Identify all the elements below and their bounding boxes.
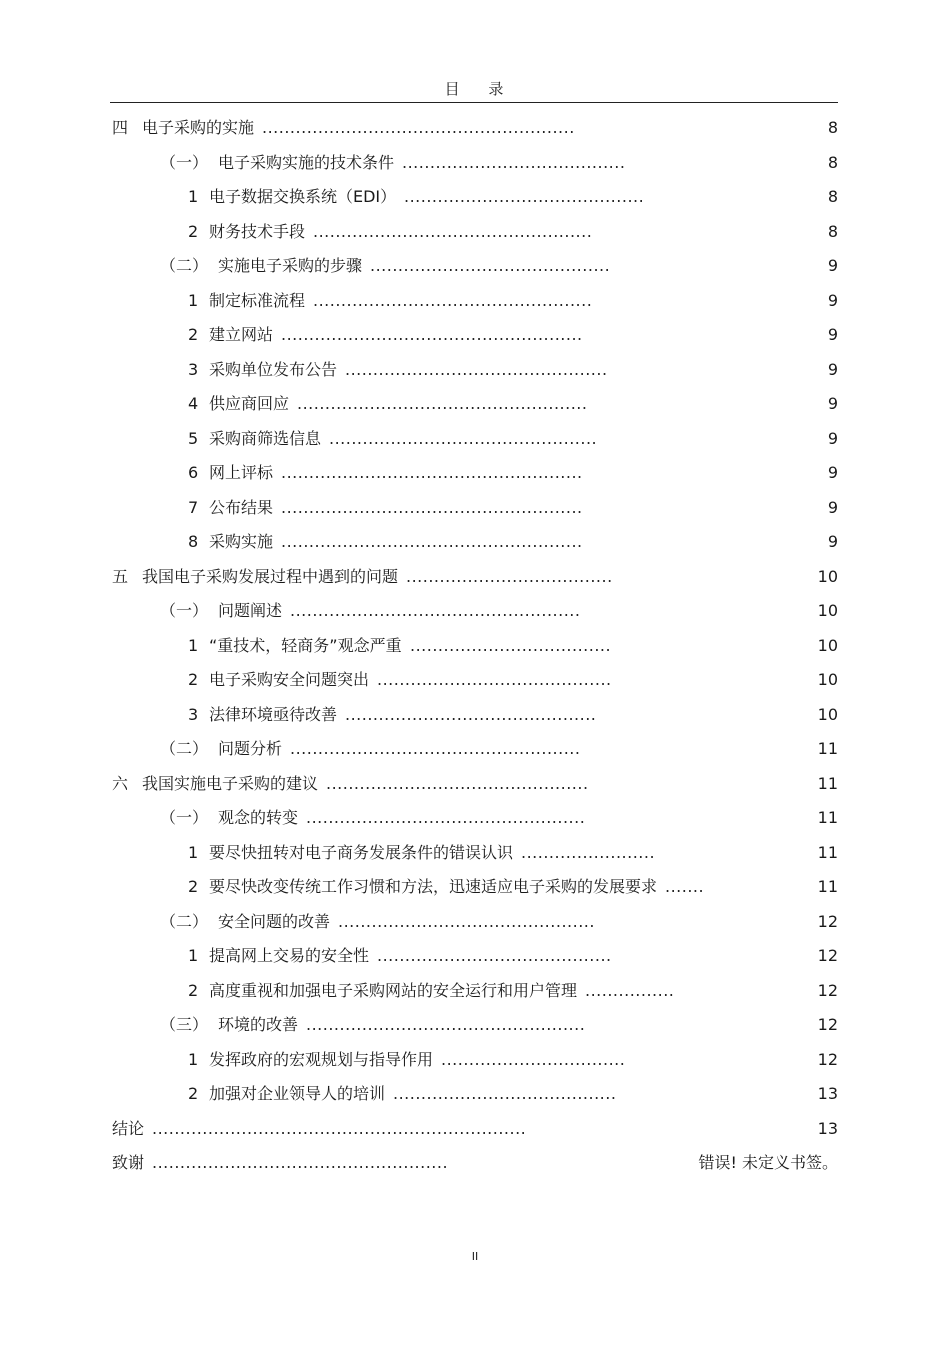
toc-entry-leader: ....................................................	[290, 601, 581, 620]
toc-entry-leader: ...............................................	[345, 359, 608, 379]
toc-entry-page: 12	[817, 911, 838, 931]
toc-entry-page: 10	[817, 704, 838, 724]
toc-entry-number: 2	[188, 325, 199, 344]
toc-entry-label: 法律环境亟待改善	[209, 704, 338, 724]
toc-entry-leader: ................................................	[329, 428, 598, 448]
toc-entry-leader: ........................................	[393, 1084, 617, 1103]
toc-entry[interactable]	[0, 1152, 950, 1174]
toc-entry[interactable]	[0, 290, 950, 312]
toc-entry-label: 实施电子采购的步骤	[218, 256, 363, 275]
toc-entry-leader: ........................................	[402, 152, 626, 172]
toc-entry-page: 11	[817, 739, 838, 758]
toc-entry-page: 9	[827, 463, 838, 482]
toc-entry-label: 电子采购安全问题突出	[209, 670, 370, 689]
toc-entry-page: 10	[817, 635, 838, 655]
toc-entry-number: 7	[188, 497, 199, 517]
toc-entry-page: 8	[827, 221, 838, 241]
toc-entry-number: 六	[112, 773, 129, 793]
toc-entry-label: 安全问题的改善	[218, 911, 331, 931]
toc-entry-number: 四	[112, 118, 129, 137]
toc-entry[interactable]	[0, 359, 950, 381]
toc-entry-label: 高度重视和加强电子采购网站的安全运行和用户管理	[209, 980, 578, 1000]
toc-entry-number: 2	[188, 877, 199, 896]
toc-entry-page: 8	[827, 187, 838, 206]
toc-entry[interactable]	[0, 669, 950, 691]
toc-entry-number: （二）	[160, 911, 209, 931]
toc-entry[interactable]	[0, 497, 950, 519]
toc-entry-page: 9	[827, 359, 838, 379]
toc-entry-leader: ..................................................	[313, 290, 593, 310]
toc-entry-leader: ..............................................	[338, 911, 595, 931]
toc-entry[interactable]	[0, 1118, 950, 1140]
toc-entry[interactable]	[0, 635, 950, 657]
toc-entry-label: 环境的改善	[218, 1015, 299, 1034]
toc-entry-leader: ..................................................	[313, 221, 593, 241]
toc-entry-number: 1	[188, 842, 199, 862]
toc-entry-label: 电子数据交换系统（EDI）	[209, 187, 397, 206]
toc-entry-leader: ...........................................	[370, 256, 611, 275]
toc-entry[interactable]	[0, 600, 950, 622]
toc-entry-page: 错误! 未定义书签。	[698, 1153, 838, 1172]
toc-entry[interactable]	[0, 531, 950, 553]
toc-entry-label: 加强对企业领导人的培训	[209, 1084, 386, 1103]
toc-entry-number: 1	[188, 290, 199, 310]
toc-entry-label: 要尽快扭转对电子商务发展条件的错误认识	[209, 842, 514, 862]
toc-entry-leader: ..........................................	[377, 946, 612, 965]
toc-entry-leader: ....................................................	[290, 739, 581, 758]
toc-entry-number: （一）	[160, 601, 209, 620]
toc-entry-label: 供应商回应	[209, 394, 290, 413]
toc-entry-page: 9	[827, 256, 838, 275]
toc-entry-number: 1	[188, 635, 199, 655]
toc-entry-leader: ..................................................	[306, 1015, 586, 1034]
toc-entry-label: 提高网上交易的安全性	[209, 946, 370, 965]
toc-entry[interactable]	[0, 462, 950, 484]
toc-entry[interactable]	[0, 704, 950, 726]
toc-entry-page: 9	[827, 532, 838, 551]
toc-entry-label: 问题分析	[218, 739, 283, 758]
toc-entry-label: 电子采购的实施	[142, 118, 255, 137]
toc-entry[interactable]	[0, 807, 950, 829]
toc-entry-label: 采购实施	[209, 532, 274, 551]
toc-entry-number: （一）	[160, 152, 209, 172]
page-number: II	[471, 1250, 479, 1263]
toc-entry-leader: ........................	[521, 842, 656, 862]
toc-entry-label: 问题阐述	[218, 601, 283, 620]
toc-entry-number: 1	[188, 946, 199, 965]
toc-entry-page: 8	[827, 118, 838, 137]
toc-entry-page: 9	[827, 290, 838, 310]
toc-entry-leader: .....................................	[406, 566, 613, 586]
toc-entry-number: 五	[112, 566, 129, 586]
toc-entry-label: 发挥政府的宏观规划与指导作用	[209, 1049, 434, 1069]
toc-entry[interactable]	[0, 980, 950, 1002]
toc-entry[interactable]	[0, 186, 950, 208]
toc-entry-leader: ..................................................	[306, 808, 586, 827]
toc-entry[interactable]	[0, 738, 950, 760]
toc-entry[interactable]	[0, 428, 950, 450]
toc-entry-label: 要尽快改变传统工作习惯和方法，迅速适应电子采购的发展要求	[209, 877, 658, 896]
toc-entry-label: 公布结果	[209, 497, 274, 517]
toc-entry-leader: ....................................	[410, 635, 612, 655]
toc-entry-number: 4	[188, 394, 199, 413]
toc-entry-label: 建立网站	[209, 325, 274, 344]
toc-entry-leader: ....................................................	[297, 394, 588, 413]
toc-entry-page: 9	[827, 497, 838, 517]
toc-entry-page: 12	[817, 946, 838, 965]
toc-entry-page: 9	[827, 325, 838, 344]
toc-entry-label: 采购商筛选信息	[209, 428, 322, 448]
toc-entry-page: 10	[817, 566, 838, 586]
toc-entry-leader: ......................................................	[281, 497, 583, 517]
toc-entry-label: 制定标准流程	[209, 290, 306, 310]
toc-entry[interactable]	[0, 911, 950, 933]
toc-entry[interactable]	[0, 1049, 950, 1071]
toc-entry-number: 1	[188, 187, 199, 206]
toc-entry-label: 致谢	[112, 1153, 145, 1172]
toc-entry[interactable]	[0, 566, 950, 588]
toc-entry[interactable]	[0, 324, 950, 346]
toc-entry-label: 采购单位发布公告	[209, 359, 338, 379]
toc-entry-number: 8	[188, 532, 199, 551]
toc-entry-label: 电子采购实施的技术条件	[218, 152, 395, 172]
toc-entry[interactable]	[0, 945, 950, 967]
toc-entry[interactable]	[0, 393, 950, 415]
toc-entry-number: 6	[188, 463, 199, 482]
toc-entry-page: 12	[817, 1015, 838, 1034]
toc-entry-leader: ...................................................................	[152, 1118, 527, 1138]
toc-entry-number: 2	[188, 1084, 199, 1103]
toc-entry-page: 10	[817, 670, 838, 689]
toc-entry-page: 11	[817, 808, 838, 827]
toc-entry-leader: ......................................................	[281, 325, 583, 344]
toc-entry-page: 13	[817, 1118, 838, 1138]
toc-entry-page: 13	[817, 1084, 838, 1103]
toc-entry-leader: .............................................	[345, 704, 597, 724]
toc-entry-page: 9	[827, 394, 838, 413]
toc-entry-number: 2	[188, 221, 199, 241]
toc-entry[interactable]	[0, 773, 950, 795]
toc-entry[interactable]	[0, 221, 950, 243]
toc-entry-label: 观念的转变	[218, 808, 299, 827]
toc-entry-label: 财务技术手段	[209, 221, 306, 241]
toc-entry-leader: ........................................................	[262, 118, 575, 137]
toc-entry-number: 5	[188, 428, 199, 448]
toc-entry-leader: ......................................................	[281, 463, 583, 482]
toc-entry-number: 2	[188, 980, 199, 1000]
toc-entry-number: 2	[188, 670, 199, 689]
toc-entry-page: 9	[827, 428, 838, 448]
toc-entry-leader: .....................................................	[152, 1153, 449, 1172]
toc-entry-leader: .................................	[441, 1049, 626, 1069]
toc-entry-leader: ...........................................	[404, 187, 645, 206]
toc-entry-number: 3	[188, 704, 199, 724]
toc-entry-label: 网上评标	[209, 463, 274, 482]
toc-entry[interactable]	[0, 117, 950, 139]
toc-entry-leader: ...............................................	[326, 773, 589, 793]
toc-entry-label: 结论	[112, 1118, 145, 1138]
toc-entry-leader: .......	[665, 877, 705, 896]
toc-entry-number: 3	[188, 359, 199, 379]
toc-entry-leader: ................	[585, 980, 675, 1000]
toc-entry[interactable]	[0, 876, 950, 898]
toc-entry-page: 11	[817, 842, 838, 862]
toc-entry-page: 11	[817, 877, 838, 896]
toc-entry[interactable]	[0, 255, 950, 277]
toc-entry-number: 1	[188, 1049, 199, 1069]
toc-entry-number: （三）	[160, 1015, 209, 1034]
toc-entry-label: 我国电子采购发展过程中遇到的问题	[142, 566, 399, 586]
toc-entry-leader: ..........................................	[377, 670, 612, 689]
toc-entry-number: （一）	[160, 808, 209, 827]
toc-entry-number: （二）	[160, 739, 209, 758]
toc-entry-page: 12	[817, 1049, 838, 1069]
toc-entry-number: （二）	[160, 256, 209, 275]
toc-entry[interactable]	[0, 1014, 950, 1036]
toc-entry-label: “重技术，轻商务”观念严重	[209, 635, 402, 655]
toc-entry[interactable]	[0, 1083, 950, 1105]
toc-entry-page: 12	[817, 980, 838, 1000]
toc-entry[interactable]	[0, 152, 950, 174]
toc-title: 目 录	[444, 80, 516, 98]
toc-entry[interactable]	[0, 842, 950, 864]
toc-entry-label: 我国实施电子采购的建议	[142, 773, 319, 793]
toc-entry-page: 8	[827, 152, 838, 172]
toc-entry-page: 10	[817, 601, 838, 620]
toc-entry-page: 11	[817, 773, 838, 793]
toc-entry-leader: ......................................................	[281, 532, 583, 551]
